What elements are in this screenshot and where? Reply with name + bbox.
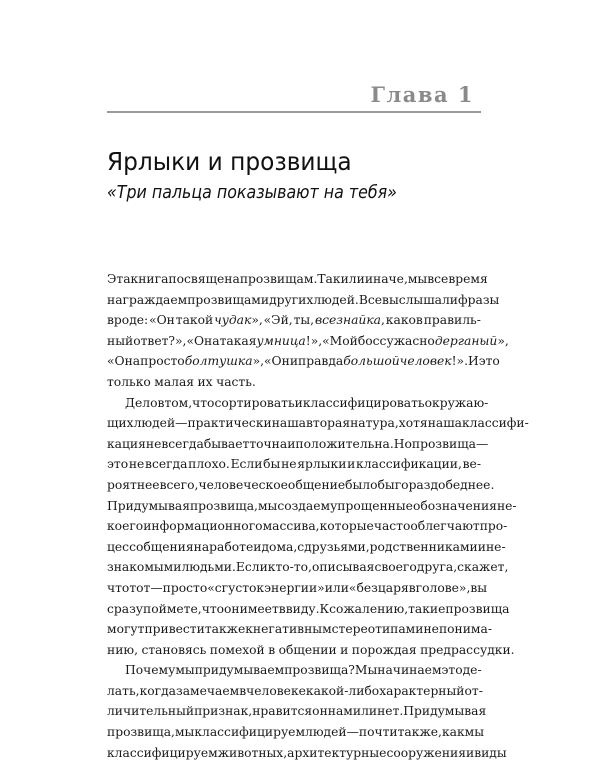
word: он (224, 601, 240, 616)
word: такая (219, 333, 257, 348)
word: какой-либо (305, 683, 380, 698)
word: что (107, 580, 130, 595)
word: мы (407, 272, 428, 286)
word: Мы (354, 663, 378, 678)
text-line (107, 722, 485, 743)
word: что (201, 601, 225, 616)
word: нравится (252, 704, 313, 719)
word: чудак», (214, 313, 263, 328)
word: почти (358, 725, 398, 740)
word: это (478, 354, 500, 369)
word: бы (377, 477, 395, 492)
word: про- (479, 519, 508, 534)
word: человеке (246, 683, 306, 698)
word: людей (133, 416, 176, 431)
word: ответ?», (133, 333, 187, 348)
word: характерный (379, 683, 465, 698)
word: малая (154, 374, 195, 389)
word: нет. (377, 704, 404, 719)
word: начинаем (377, 663, 442, 678)
word: человек!». (399, 354, 468, 369)
word: Все (358, 292, 383, 307)
text-line (107, 475, 495, 496)
word: скажет, (457, 560, 509, 575)
word: каков (385, 313, 423, 328)
word: нию, (107, 642, 139, 657)
word: награждаем (107, 292, 188, 307)
word: Придумывая (107, 498, 190, 513)
word: в (408, 580, 416, 595)
word: «Эй, (263, 313, 293, 328)
word: прозвища? (284, 663, 355, 678)
word: когда (139, 683, 176, 698)
word: классифицируем (194, 725, 306, 740)
word: в (278, 601, 286, 616)
word: прозвища, (107, 725, 175, 740)
word: Но (393, 436, 412, 451)
word: и (289, 354, 299, 369)
word: лать, (107, 683, 140, 698)
text-line (107, 557, 509, 578)
word: как (441, 725, 465, 740)
word: мы (464, 725, 485, 740)
word: кто-то, (267, 560, 312, 575)
text-line (107, 454, 481, 475)
word: могут (107, 622, 145, 637)
text-line (107, 681, 481, 702)
chapter-subtitle: «Три пальца показывают на тебя» (107, 182, 397, 203)
word: и (287, 436, 296, 451)
text-line (107, 290, 500, 311)
word: ярлыки (297, 457, 347, 472)
text-line (107, 310, 481, 331)
word: «сгусток (207, 580, 265, 595)
word: де- (462, 663, 482, 678)
word: и (253, 539, 262, 554)
word: тот (129, 580, 151, 595)
word: «Она (107, 354, 141, 369)
word: положительна. (295, 436, 394, 451)
word: общении (278, 642, 337, 657)
word: мы (257, 498, 278, 513)
word: плохо. (188, 457, 230, 472)
text-line (107, 619, 492, 640)
word: практически (187, 416, 272, 431)
word: на (193, 539, 210, 554)
word: или (340, 272, 365, 286)
word: прозвища, (189, 498, 258, 513)
text-line (107, 578, 488, 599)
word: Придумывая (403, 704, 487, 719)
word: фразы (458, 292, 500, 307)
word: натура, (350, 416, 399, 431)
word: не (145, 436, 162, 451)
word: всегда (145, 457, 188, 472)
word: классифицируем (107, 745, 218, 760)
word: сожалению, (329, 601, 409, 616)
word: ужасно (386, 333, 435, 348)
word: посвящена (168, 272, 240, 286)
word: энергии» (264, 580, 325, 595)
word: было (345, 477, 378, 492)
word: виду. (285, 601, 320, 616)
word: гораздо (394, 477, 446, 492)
word: не (128, 457, 145, 472)
word: других (269, 292, 314, 307)
word: Так (317, 272, 341, 286)
word: «Мой (322, 333, 358, 348)
word: «Она (186, 333, 220, 348)
word: цесс (107, 539, 136, 554)
word: в (157, 395, 165, 410)
text-line (107, 351, 500, 372)
text-line (107, 599, 510, 620)
word: к (245, 622, 253, 637)
word: Если (230, 457, 263, 472)
word: и (294, 395, 303, 410)
word: голове», (415, 580, 471, 595)
word: же, (419, 725, 442, 740)
word: в (268, 642, 276, 657)
word: хотя (398, 416, 428, 431)
word: сооружения (386, 745, 466, 760)
word: он (312, 704, 328, 719)
word: босс (357, 333, 387, 348)
word: не- (485, 539, 506, 554)
word: классифицировать (302, 395, 425, 410)
word: дерганый», (434, 333, 509, 348)
word: общения (135, 539, 194, 554)
chapter-title: Ярлыки и прозвища (107, 147, 352, 176)
word: иначе, (364, 272, 408, 286)
word: Дело (125, 395, 158, 410)
word: знакомыми (107, 560, 182, 575)
text-line (107, 434, 489, 455)
word: сразу (107, 601, 144, 616)
word: обозначения (412, 498, 497, 513)
word: слышали (398, 292, 458, 307)
word: или (324, 580, 349, 595)
text-line (107, 413, 529, 434)
word: что (192, 395, 215, 410)
word: наша (271, 416, 306, 431)
word: замечаем (176, 683, 240, 698)
word: все (427, 272, 449, 286)
word: создаем (277, 498, 331, 513)
word: — (175, 416, 188, 431)
word: беднее. (445, 477, 495, 492)
word: и (347, 457, 356, 472)
word: их (197, 374, 213, 389)
word: и (415, 622, 424, 637)
word: помехой (209, 642, 265, 657)
word: царя (377, 580, 409, 595)
word: виды (474, 745, 507, 760)
word: вы (470, 580, 488, 595)
word: Эта (107, 272, 131, 286)
word: всегда (161, 436, 204, 451)
word: непонима- (423, 622, 492, 637)
word: и (340, 642, 349, 657)
word: массива, (262, 519, 320, 534)
word: вы (382, 292, 399, 307)
word: такой (175, 313, 214, 328)
word: время (448, 272, 488, 286)
word: стереотипам (331, 622, 416, 637)
word: — (346, 725, 359, 740)
chapter-label: Глава 1 (370, 82, 474, 107)
word: — (475, 436, 489, 451)
word: прозвища (445, 601, 510, 616)
word: и (477, 539, 486, 554)
word: общение (287, 477, 346, 492)
word: щих (107, 416, 134, 431)
word: ты, (293, 313, 315, 328)
word: предрассудки. (420, 642, 515, 657)
word: классификации, (356, 457, 462, 472)
word: имеет (239, 601, 279, 616)
word: работе (209, 539, 254, 554)
word: классифи- (461, 416, 529, 431)
word: правда (298, 354, 344, 369)
word: упрощенные (330, 498, 413, 513)
word: сортировать (214, 395, 295, 410)
text-line (107, 269, 488, 290)
word: это (441, 663, 463, 678)
word: придумываем (194, 663, 285, 678)
word: своего (374, 560, 417, 575)
word: человеческое (198, 477, 288, 492)
word: — (150, 580, 163, 595)
word: болтушка», (184, 354, 265, 369)
word: правиль- (423, 313, 481, 328)
word: архитектурные (287, 745, 387, 760)
text-line (107, 743, 507, 763)
text-line (107, 372, 481, 393)
word: вроде: (107, 313, 149, 328)
word: окружаю- (424, 395, 489, 410)
word: порождая (351, 642, 417, 657)
word: поймете, (143, 601, 202, 616)
word: часть. (216, 374, 256, 389)
word: такие (408, 601, 446, 616)
word: это (107, 457, 129, 472)
text-line (107, 537, 506, 558)
word: ве- (462, 457, 481, 472)
word: всезнайка, (314, 313, 385, 328)
word: мы (174, 725, 195, 740)
word: ный (107, 333, 134, 348)
word: «Он (264, 354, 290, 369)
word: бывает (203, 436, 250, 451)
word: которые (319, 519, 374, 534)
word: просто (140, 354, 185, 369)
word: Если (235, 560, 268, 575)
word: от- (464, 683, 483, 698)
text-line (107, 660, 481, 681)
word: К (319, 601, 330, 616)
word: Почему (125, 663, 176, 678)
word: родственниками (369, 539, 478, 554)
word: прозвищами (187, 292, 270, 307)
text-line (107, 331, 509, 352)
word: негативным (252, 622, 332, 637)
word: также (204, 622, 246, 637)
word: наша (427, 416, 462, 431)
word: дома, (261, 539, 298, 554)
word: коего (107, 519, 144, 534)
body-text (107, 269, 529, 763)
word: только (107, 374, 151, 389)
text-line (107, 496, 517, 517)
word: том, (164, 395, 193, 410)
word: с (297, 539, 305, 554)
word: признак, (194, 704, 253, 719)
word: людей (305, 725, 347, 740)
word: вторая (306, 416, 351, 431)
text-line (107, 516, 508, 537)
word: точна (249, 436, 288, 451)
word: привести (144, 622, 205, 637)
text-line (107, 701, 487, 722)
word: бы (263, 457, 281, 472)
word: часто (373, 519, 411, 534)
word: прозвищам. (239, 272, 318, 286)
word: людей. (313, 292, 359, 307)
word: просто (162, 580, 208, 595)
word: «Он (149, 313, 175, 328)
word: или (352, 704, 378, 719)
word: и (465, 745, 475, 760)
word: облегчают (410, 519, 480, 534)
word: людьми. (181, 560, 236, 575)
word: книга (130, 272, 169, 286)
word: нам (327, 704, 353, 719)
word: личительный (107, 704, 195, 719)
word: «без (348, 580, 378, 595)
word: становясь (141, 642, 207, 657)
word: большой (343, 354, 400, 369)
word: умница!», (256, 333, 323, 348)
word: друга, (416, 560, 458, 575)
chapter-divider (107, 111, 481, 113)
text-line (107, 640, 515, 661)
word: друзьями, (304, 539, 370, 554)
word: кация (107, 436, 146, 451)
word: мы (175, 663, 195, 678)
word: информационного (143, 519, 263, 534)
word: прозвища (411, 436, 476, 451)
word: животных, (217, 745, 288, 760)
word: описывая (311, 560, 375, 575)
word: всего, (159, 477, 199, 492)
word: И (467, 354, 479, 369)
text-line (107, 393, 489, 414)
word: не (281, 457, 297, 472)
word: не- (496, 498, 517, 513)
word: в (239, 683, 247, 698)
word: так (397, 725, 420, 740)
word: роятнее (107, 477, 160, 492)
